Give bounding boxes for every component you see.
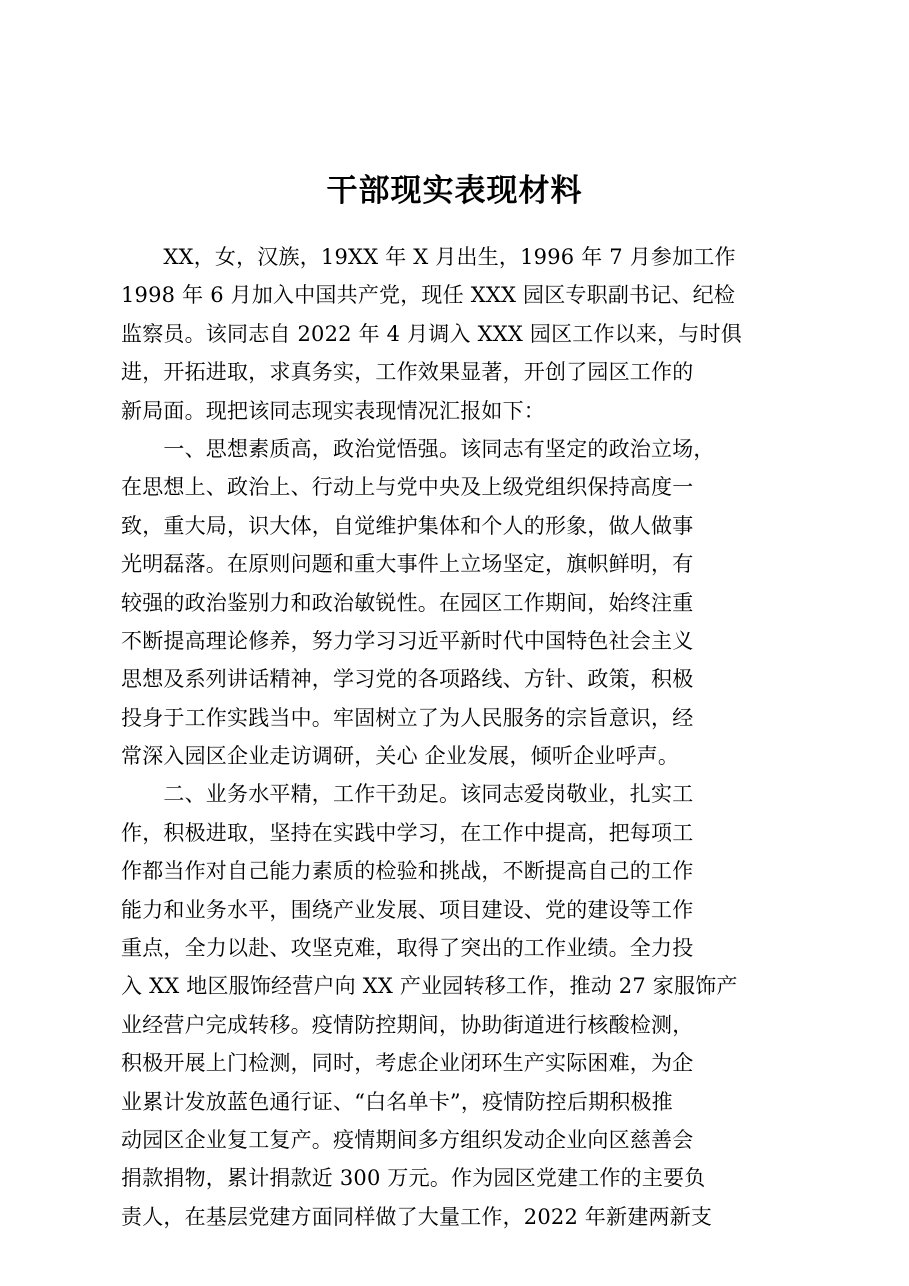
text-line: 进，开拓进取，求真务实，工作效果显著，开创了园区工作的 [121, 360, 694, 385]
text-line: 常深入园区企业走访调研，关心 企业发展，倾听企业呼声。 [121, 744, 680, 769]
text-line: 积极开展上门检测，同时，考虑企业闭环生产实际困难，为企 [121, 1051, 694, 1076]
text-line: 捐款捐物，累计捐款近 300 万元。作为园区党建工作的主要负 [121, 1166, 706, 1191]
text-line: 作都当作对自己能力素质的检验和挑战，不断提高自己的工作 [121, 859, 694, 884]
text-line: 监察员。该同志自 2022 年 4 月调入 XXX 园区工作以来，与时俱 [121, 321, 742, 346]
text-line: 业经营户完成转移。疫情防控期间，协助街道进行核酸检测， [121, 1012, 694, 1037]
text-line: XX，女，汉族，19XX 年 X 月出生，1996 年 7 月参加工作 [121, 245, 736, 269]
text-line: 二、业务水平精，工作干劲足。该同志爱岗敬业，扎实工 [121, 782, 694, 807]
text-line: 业累计发放蓝色通行证、“白名单卡”，疫情防控后期积极推 [121, 1089, 673, 1114]
text-line: 重点，全力以赴、攻坚克难，取得了突出的工作业绩。全力投 [121, 936, 694, 961]
text-line: 1998 年 6 月加入中国共产党，现任 XXX 园区专职副书记、纪检 [121, 283, 736, 308]
text-line: 动园区企业复工复产。疫情期间多方组织发动企业向区慈善会 [121, 1127, 694, 1152]
text-line: 光明磊落。在原则问题和重大事件上立场坚定，旗帜鲜明，有 [121, 552, 694, 577]
text-line: 在思想上、政治上、行动上与党中央及上级党组织保持高度一 [121, 475, 694, 500]
text-line: 投身于工作实践当中。牢固树立了为人民服务的宗旨意识，经 [121, 705, 694, 730]
text-line: 思想及系列讲话精神，学习党的各项路线、方针、政策，积极 [121, 667, 694, 692]
text-line: 能力和业务水平，围绕产业发展、项目建设、党的建设等工作 [121, 897, 694, 922]
text-line: 不断提高理论修养，努力学习习近平新时代中国特色社会主义 [121, 628, 694, 653]
text-line: 入 XX 地区服饰经营户向 XX 产业园转移工作，推动 27 家服饰产 [121, 974, 738, 999]
text-line: 致，重大局，识大体，自觉维护集体和个人的形象，做人做事 [121, 513, 694, 538]
text-line: 责人，在基层党建方面同样做了大量工作，2022 年新建两新支 [121, 1204, 713, 1229]
text-line: 一、思想素质高，政治觉悟强。该同志有坚定的政治立场， [121, 436, 715, 461]
text-line: 作，积极进取，坚持在实践中学习，在工作中提高，把每项工 [121, 820, 694, 845]
text-line: 较强的政治鉴别力和政治敏锐性。在园区工作期间，始终注重 [121, 590, 694, 615]
document-body [121, 238, 801, 1236]
text-line: 新局面。现把该同志现实表现情况汇报如下： [121, 398, 545, 423]
document-title: 干部现实表现材料 [326, 173, 583, 209]
